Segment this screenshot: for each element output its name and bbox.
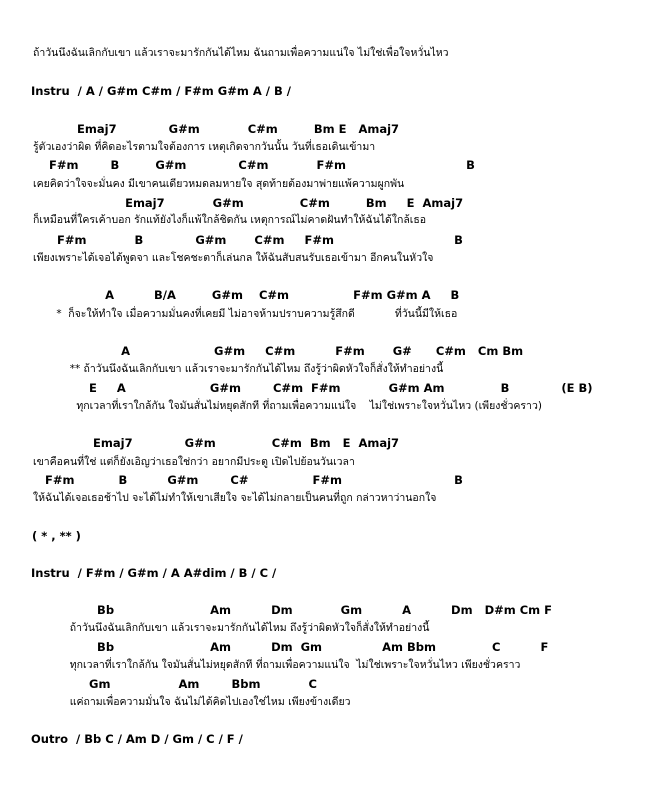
section-label: Instru / F#m / G#m / A A#dim / B / C / [31,566,277,580]
chord-line: F#m B G#m C# F#m B [33,473,463,487]
chord-line: E A G#m C#m F#m G#m Am B (E B) [33,381,593,395]
chord-line: Emaj7 G#m C#m Bm E Amaj7 [33,196,464,210]
lyric-line: ถ้าวันนึงฉันเลิกกับเขา แล้วเราจะมารักกันได้ไหม ฉันถามเพื่อความแน่ใจ ไม่ใช่เพื่อใจหวั่นไหว [33,47,449,59]
chord-line: Bb Am Dm Gm A Dm D#m Cm F [33,603,553,617]
lyric-line: ให้ฉันได้เจอเธอช้าไป จะได้ไม่ทำให้เขาเสียใจ จะได้ไม่กลายเป็นคนที่ถูก กล่าวหาว่านอกใจ [33,492,437,504]
lyric-line: เขาคือคนที่ใช่ แต่ก็ยังเอิญว่าเธอใช่กว่า อยากมีประตู เปิดไปย้อนวันเวลา [33,456,355,468]
chord-line: Emaj7 G#m C#m Bm E Amaj7 [33,122,400,136]
lyric-line: * ก็จะให้ทำใจ เมื่อความมั่นคงที่เคยมี ไม่อาจห้ามปราบความรู้สึกดี ที่วันนี้มีให้เธอ [33,308,458,320]
lyric-line: ถ้าวันนึงฉันเลิกกับเขา แล้วเราจะมารักกันได้ไหม ถึงรู้ว่าผิดหัวใจก็สั่งให้ทำอย่างนี้ [33,622,430,634]
lyric-line: แค่ถามเพื่อความมั่นใจ ฉันไม่ได้คิดไปเองใช่ไหม เพียงข้างเดียว [33,696,351,708]
chord-line: Gm Am Bbm C [33,677,317,691]
lyric-line: เพียงเพราะได้เจอได้พูดจา และโชคชะตาก็เล่นกล ให้ฉันสับสนรับเธอเข้ามา อีกคนในหัวใจ [33,252,434,264]
section-label: Outro / Bb C / Am D / Gm / C / F / [31,732,243,746]
section-label: Instru / A / G#m C#m / F#m G#m A / B / [31,84,291,98]
repeat-marker: ( * , ** ) [32,529,81,543]
chord-line: Bb Am Dm Gm Am Bbm C F [33,640,549,654]
chord-line: Emaj7 G#m C#m Bm E Amaj7 [33,436,400,450]
chord-line: A B/A G#m C#m F#m G#m A B [33,288,460,302]
lyric-line: ทุกเวลาที่เราใกล้กัน ใจมันสั่นไม่หยุดสักที ที่ถามเพื่อความแน่ใจ ไม่ใช่เพราะใจหวั่นไหว (เพียงชั่วคราว) [33,400,542,412]
chord-line: A G#m C#m F#m G# C#m Cm Bm [33,344,524,358]
lyric-line: ทุกเวลาที่เราใกล้กัน ใจมันสั่นไม่หยุดสักที ที่ถามเพื่อความแน่ใจ ไม่ใช่เพราะใจหวั่นไหว เพียงชั่วคราว [33,659,521,671]
lyric-line: เคยคิดว่าใจจะมั่นคง มีเขาคนเดียวหมดลมหายใจ สุดท้ายต้องมาพ่ายแพ้ความผูกพัน [33,178,405,190]
chord-line: F#m B G#m C#m F#m B [33,233,463,247]
chord-line: F#m B G#m C#m F#m B [33,158,475,172]
lyric-line: ก็เหมือนที่ใครเค้าบอก รักแท้ยังไงก็แพ้ใกล้ชิดกัน เหตุการณ์ไม่คาดฝันทำให้ฉันได้ใกล้เธอ [33,214,427,226]
lyric-line: ** ถ้าวันนึงฉันเลิกกับเขา แล้วเราจะมารักกันได้ไหม ถึงรู้ว่าผิดหัวใจก็สั่งให้ทำอย่างนี้ [33,363,444,375]
lyric-line: รู้ตัวเองว่าผิด ที่คิดอะไรตามใจต้องการ เหตุเกิดจากวันนั้น วันที่เธอเดินเข้ามา [33,141,376,153]
